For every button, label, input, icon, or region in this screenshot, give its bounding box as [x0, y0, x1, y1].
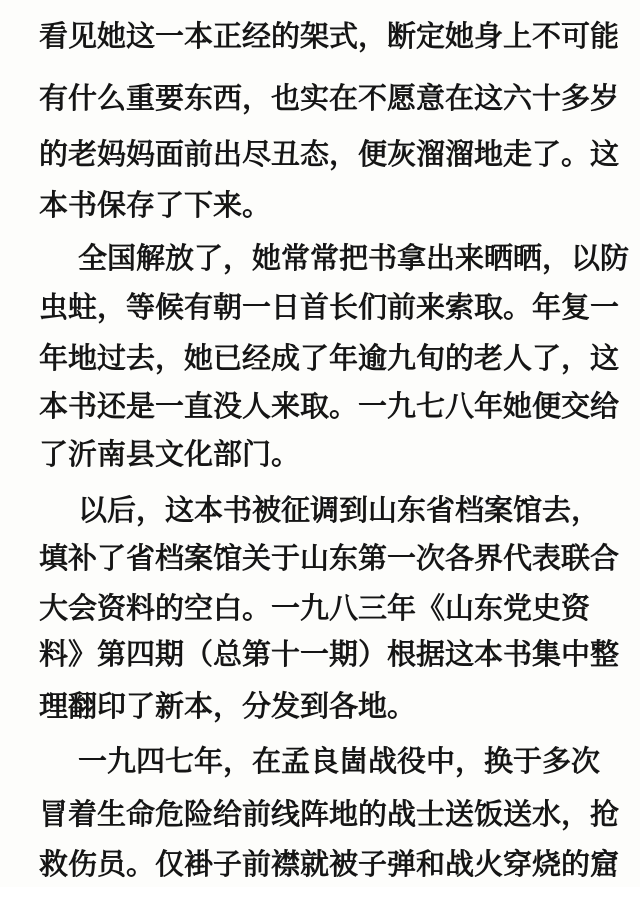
text-line: 料》第四期（总第十一期）根据这本书集中整: [39, 637, 620, 671]
text-line: 虫蛀，等候有朝一日首长们前来索取。年复一: [39, 290, 620, 324]
text-line: 一九四七年，在孟良崮战役中，换于多次: [78, 744, 601, 778]
text-line: 本书保存了下来。: [39, 188, 272, 222]
text-line: 本书还是一直没人来取。一九七八年她便交给: [39, 389, 620, 423]
text-line: 填补了省档案馆关于山东第一次各界代表联合: [39, 541, 620, 575]
text-line: 以后，这本书被征调到山东省档案馆去，: [78, 493, 601, 527]
text-line: 救伤员。仅褂子前襟就被子弹和战火穿烧的窟: [39, 847, 620, 881]
text-line: 看见她这一本正经的架式，断定她身上不可能: [39, 19, 620, 53]
text-line: 有什么重要东西，也实在不愿意在这六十多岁: [39, 81, 620, 115]
text-line: 全国解放了，她常常把书拿出来晒晒，以防: [78, 241, 630, 275]
text-line: 年地过去，她已经成了年逾九旬的老人了，这: [39, 341, 620, 375]
text-line: 冒着生命危险给前线阵地的战士送饭送水，抢: [39, 797, 620, 831]
text-line: 了沂南县文化部门。: [39, 437, 301, 471]
text-line: 理翻印了新本，分发到各地。: [39, 689, 417, 723]
text-line: 大会资料的空白。一九八三年《山东党史资: [39, 591, 591, 625]
text-line: 的老妈妈面前出尽丑态，便灰溜溜地走了。这: [39, 137, 620, 171]
